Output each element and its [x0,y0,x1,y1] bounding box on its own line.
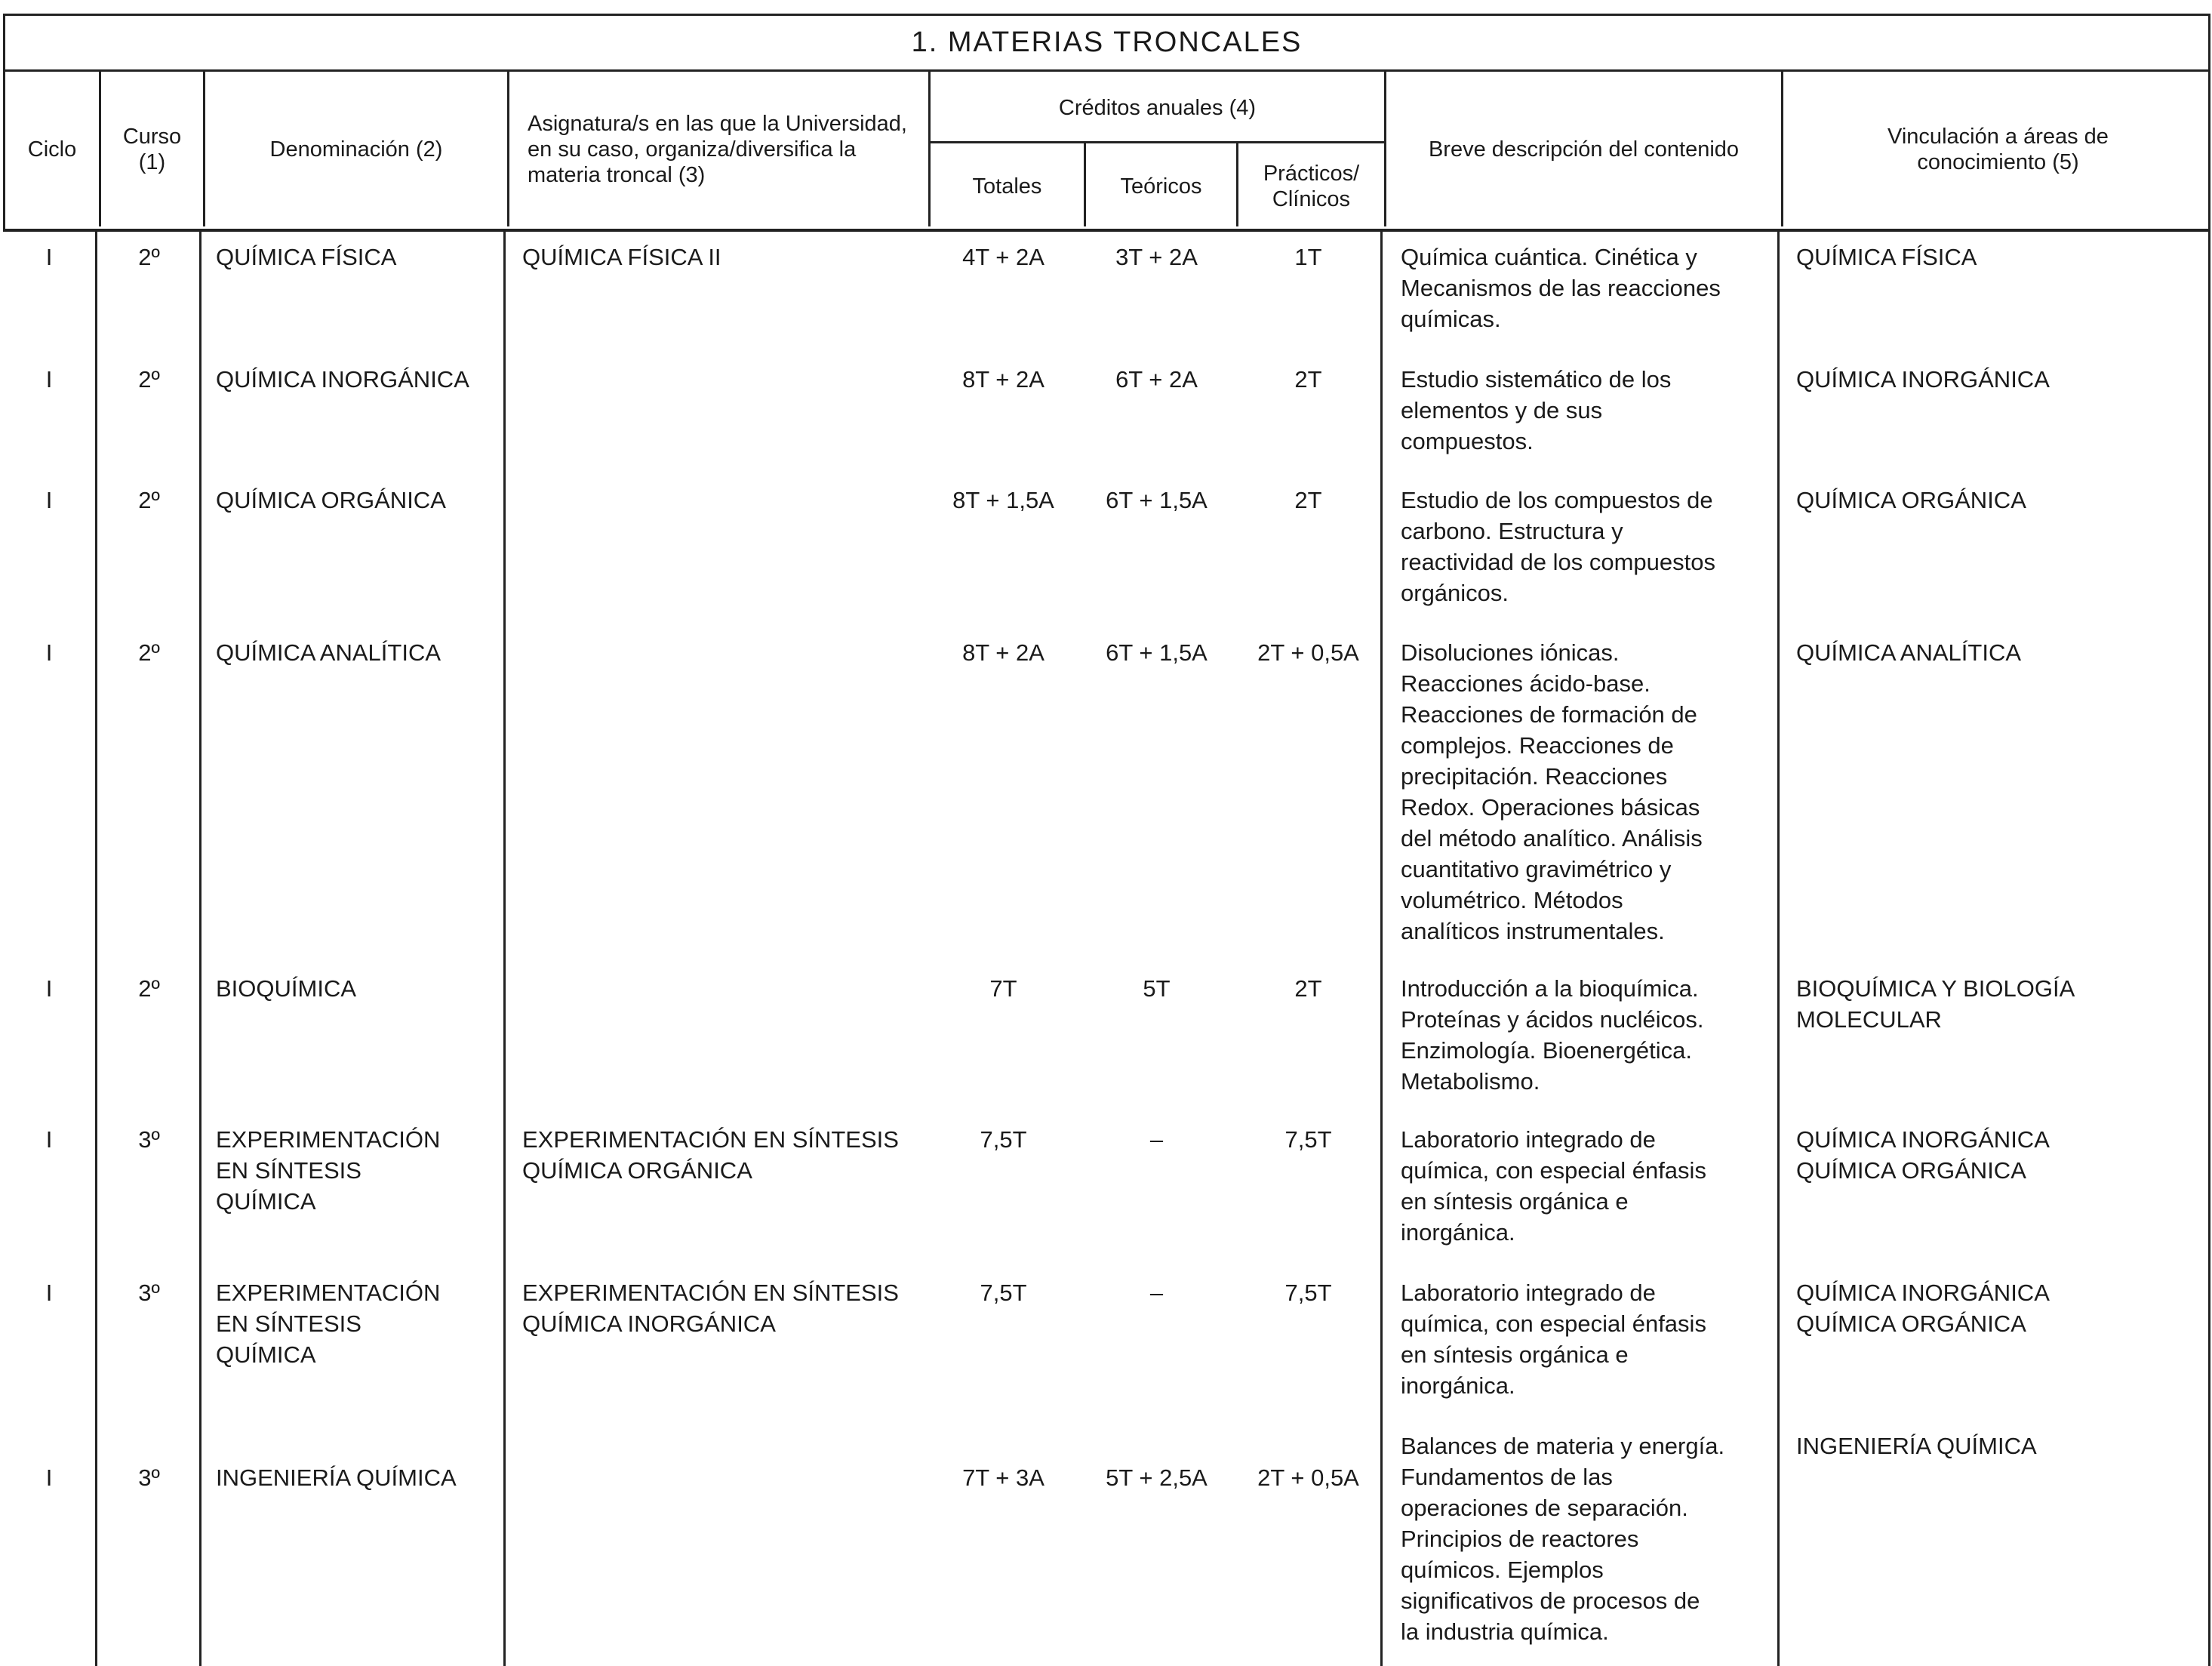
cell-vinculacion: QUÍMICA ORGÁNICA [1796,487,2026,513]
cell-denominacion: QUÍMICA [216,1341,316,1368]
header-vinculacion: Vinculación a áreas de conocimiento (5) [1887,124,2109,174]
divider [99,72,101,226]
cell-descripcion: Proteínas y ácidos nucléicos. [1401,1006,1704,1033]
divider [928,72,931,226]
cell-descripcion: analíticos instrumentales. [1401,918,1665,944]
cell-descripcion: Disoluciones iónicas. [1401,639,1620,666]
divider [928,141,1386,143]
cell-asignatura: QUÍMICA INORGÁNICA [522,1310,776,1337]
cell-descripcion: Introducción a la bioquímica. [1401,975,1699,1002]
cell-descripcion: significativos de procesos de [1401,1587,1700,1614]
cell-descripcion: Enzimología. Bioenergética. [1401,1037,1693,1064]
header-teoricos: Teóricos [1120,174,1202,199]
cell-descripcion: carbono. Estructura y [1401,518,1623,544]
cell-descripcion: inorgánica. [1401,1372,1515,1399]
cell-denominacion: EXPERIMENTACIÓN [216,1126,441,1153]
cell-vinculacion: QUÍMICA ANALÍTICA [1796,639,2022,666]
cell-totales: 8T + 2A [962,366,1044,393]
cell-totales: 8T + 1,5A [952,487,1054,513]
cell-teoricos: 5T [1143,975,1171,1002]
cell-vinculacion: QUÍMICA INORGÁNICA [1796,1280,2050,1306]
table-header [3,72,2210,232]
cell-totales: 7T + 3A [962,1464,1044,1491]
cell-denominacion: QUÍMICA FÍSICA [216,244,397,270]
cell-practicos: 7,5T [1284,1126,1332,1153]
cell-ciclo: I [45,639,53,666]
cell-descripcion: inorgánica. [1401,1219,1515,1246]
cell-curso: 2º [138,639,160,666]
header-denominacion: Denominación (2) [269,137,443,162]
cell-descripcion: orgánicos. [1401,580,1509,606]
cell-descripcion: complejos. Reacciones de [1401,732,1674,759]
divider [1384,72,1386,226]
cell-practicos: 2T [1294,487,1322,513]
cell-vinculacion: INGENIERÍA QUÍMICA [1796,1433,2037,1459]
cell-ciclo: I [45,975,53,1002]
cell-descripcion: Redox. Operaciones básicas [1401,794,1700,821]
divider [1781,72,1783,226]
cell-curso: 2º [138,366,160,393]
cell-descripcion: compuestos. [1401,428,1534,454]
cell-curso: 2º [138,487,160,513]
cell-denominacion: QUÍMICA INORGÁNICA [216,366,469,393]
divider [1236,143,1238,226]
cell-descripcion: Laboratorio integrado de [1401,1280,1656,1306]
cell-vinculacion: QUÍMICA INORGÁNICA [1796,366,2050,393]
cell-totales: 7,5T [980,1280,1027,1306]
cell-practicos: 7,5T [1284,1280,1332,1306]
cell-descripcion: precipitación. Reacciones [1401,763,1668,790]
cell-descripcion: química, con especial énfasis [1401,1157,1706,1184]
header-curso: Curso (1) [122,124,182,174]
cell-totales: 7,5T [980,1126,1027,1153]
cell-descripcion: elementos y de sus [1401,397,1603,423]
cell-denominacion: BIOQUÍMICA [216,975,357,1002]
cell-vinculacion: QUÍMICA ORGÁNICA [1796,1310,2026,1337]
cell-teoricos: 6T + 1,5A [1106,639,1208,666]
divider [1084,143,1086,226]
cell-totales: 8T + 2A [962,639,1044,666]
cell-ciclo: I [45,1280,53,1306]
divider [203,72,205,226]
header-practicos: Prácticos/ Clínicos [1263,161,1360,211]
cell-descripcion: del método analítico. Análisis [1401,825,1703,851]
cell-curso: 3º [138,1464,160,1491]
cell-descripcion: Laboratorio integrado de [1401,1126,1656,1153]
cell-curso: 2º [138,244,160,270]
cell-ciclo: I [45,244,53,270]
section-title: 1. MATERIAS TRONCALES [3,14,2210,72]
cell-asignatura: QUÍMICA FÍSICA II [522,244,721,270]
cell-practicos: 2T + 0,5A [1257,1464,1359,1491]
cell-descripcion: química, con especial énfasis [1401,1310,1706,1337]
header-ciclo: Ciclo [27,137,77,162]
header-creditos: Créditos anuales (4) [1058,95,1257,120]
cell-descripcion: en síntesis orgánica e [1401,1341,1629,1368]
cell-descripcion: Reacciones ácido-base. [1401,670,1651,697]
cell-vinculacion: MOLECULAR [1796,1006,1942,1033]
cell-curso: 3º [138,1126,160,1153]
cell-descripcion: Fundamentos de las [1401,1464,1613,1490]
cell-curso: 3º [138,1280,160,1306]
cell-teoricos: 5T + 2,5A [1106,1464,1208,1491]
cell-denominacion: QUÍMICA ANALÍTICA [216,639,441,666]
cell-asignatura: EXPERIMENTACIÓN EN SÍNTESIS [522,1126,899,1153]
cell-denominacion: QUÍMICA [216,1188,316,1215]
divider [507,72,509,226]
cell-descripcion: Química cuántica. Cinética y [1401,244,1697,270]
header-asignaturas: Asignatura/s en las que la Universidad, en su caso, organiza/diversifica la materia troncal (3) [528,111,907,187]
cell-asignatura: QUÍMICA ORGÁNICA [522,1157,752,1184]
cell-descripcion: la industria química. [1401,1618,1609,1645]
cell-teoricos: 3T + 2A [1115,244,1198,270]
cell-denominacion: QUÍMICA ORGÁNICA [216,487,446,513]
cell-descripcion: Principios de reactores [1401,1526,1639,1552]
table-body [0,232,2212,1666]
cell-denominacion: EN SÍNTESIS [216,1157,361,1184]
cell-vinculacion: QUÍMICA ORGÁNICA [1796,1157,2026,1184]
cell-descripcion: Estudio sistemático de los [1401,366,1672,393]
cell-descripcion: Reacciones de formación de [1401,701,1697,728]
cell-descripcion: Estudio de los compuestos de [1401,487,1713,513]
cell-practicos: 1T [1294,244,1322,270]
cell-practicos: 2T [1294,366,1322,393]
cell-asignatura: EXPERIMENTACIÓN EN SÍNTESIS [522,1280,899,1306]
cell-descripcion: Metabolismo. [1401,1068,1540,1095]
cell-denominacion: EN SÍNTESIS [216,1310,361,1337]
cell-descripcion: cuantitativo gravimétrico y [1401,856,1672,882]
cell-descripcion: en síntesis orgánica e [1401,1188,1629,1215]
cell-descripcion: químicos. Ejemplos [1401,1557,1604,1583]
cell-vinculacion: QUÍMICA INORGÁNICA [1796,1126,2050,1153]
cell-ciclo: I [45,1126,53,1153]
cell-descripcion: químicas. [1401,306,1501,332]
cell-vinculacion: BIOQUÍMICA Y BIOLOGÍA [1796,975,2075,1002]
cell-vinculacion: QUÍMICA FÍSICA [1796,244,1977,270]
header-descripcion: Breve descripción del contenido [1428,137,1740,162]
cell-practicos: 2T + 0,5A [1257,639,1359,666]
cell-teoricos: 6T + 2A [1115,366,1198,393]
cell-teoricos: – [1149,1280,1164,1306]
cell-descripcion: reactividad de los compuestos [1401,549,1716,575]
cell-ciclo: I [45,487,53,513]
cell-ciclo: I [45,1464,53,1491]
cell-teoricos: 6T + 1,5A [1106,487,1208,513]
cell-denominacion: EXPERIMENTACIÓN [216,1280,441,1306]
cell-totales: 4T + 2A [962,244,1044,270]
cell-descripcion: Mecanismos de las reacciones [1401,275,1721,301]
cell-practicos: 2T [1294,975,1322,1002]
cell-ciclo: I [45,366,53,393]
cell-descripcion: Balances de materia y energía. [1401,1433,1725,1459]
header-totales: Totales [972,174,1042,199]
cell-curso: 2º [138,975,160,1002]
cell-teoricos: – [1149,1126,1164,1153]
cell-descripcion: operaciones de separación. [1401,1495,1688,1521]
cell-denominacion: INGENIERÍA QUÍMICA [216,1464,457,1491]
cell-descripcion: volumétrico. Métodos [1401,887,1623,913]
cell-totales: 7T [989,975,1017,1002]
